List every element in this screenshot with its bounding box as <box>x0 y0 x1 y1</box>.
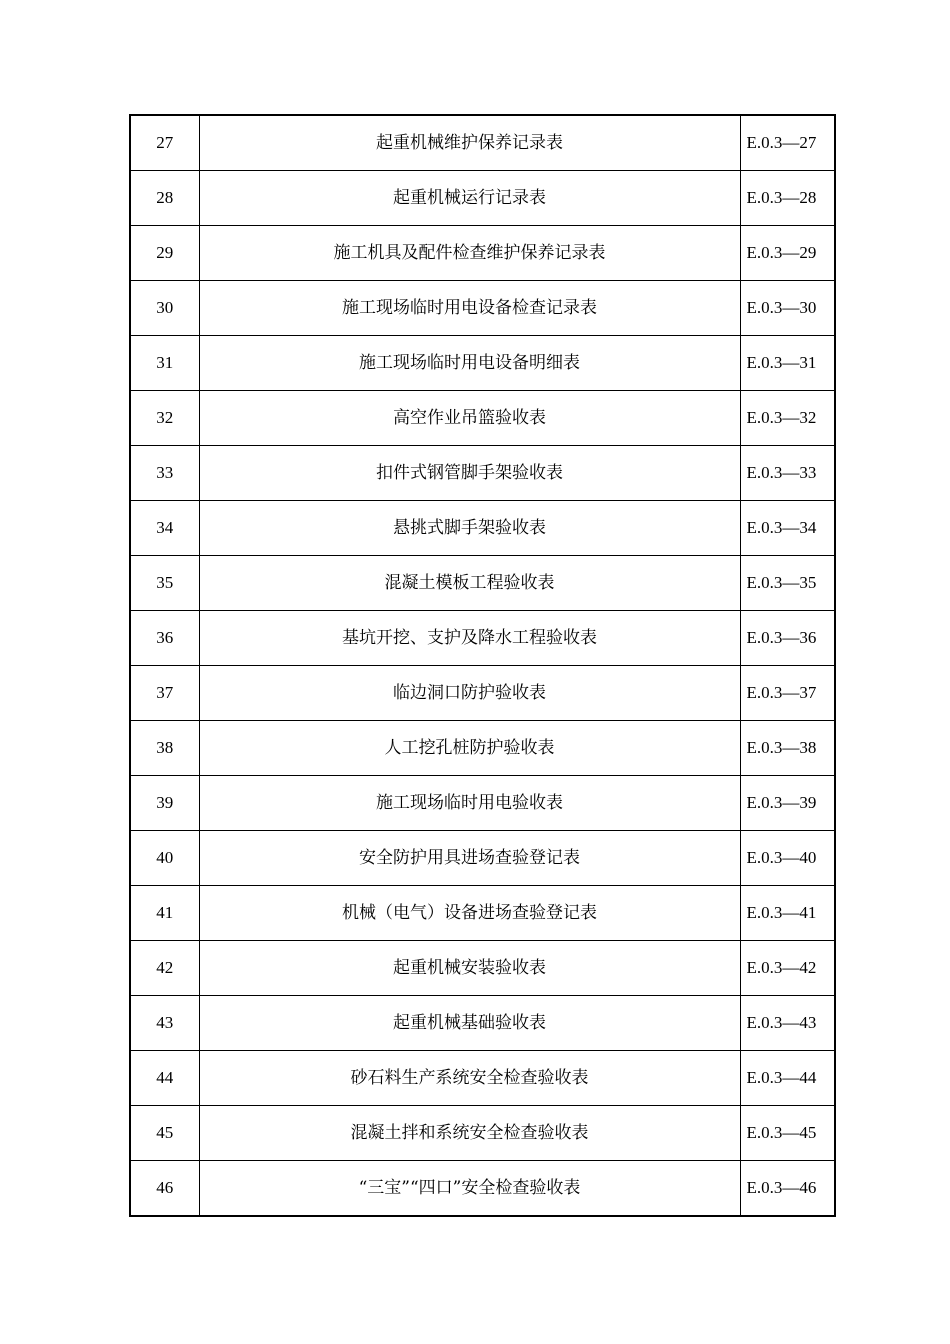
form-name: 起重机械安装验收表 <box>199 941 740 996</box>
form-code: E.0.3—28 <box>740 171 835 226</box>
form-name: 临边洞口防护验收表 <box>199 666 740 721</box>
table-row <box>130 171 835 226</box>
row-number: 42 <box>130 941 199 996</box>
form-code: E.0.3—32 <box>740 391 835 446</box>
form-code: E.0.3—33 <box>740 446 835 501</box>
row-number: 38 <box>130 721 199 776</box>
row-number: 37 <box>130 666 199 721</box>
form-code: E.0.3—44 <box>740 1051 835 1106</box>
table-body <box>130 115 835 1216</box>
form-name: 施工机具及配件检查维护保养记录表 <box>199 226 740 281</box>
form-code: E.0.3—42 <box>740 941 835 996</box>
table-row <box>130 391 835 446</box>
row-number: 33 <box>130 446 199 501</box>
row-number: 39 <box>130 776 199 831</box>
form-name: 起重机械运行记录表 <box>199 171 740 226</box>
form-name: 起重机械维护保养记录表 <box>199 115 740 171</box>
form-name: 人工挖孔桩防护验收表 <box>199 721 740 776</box>
form-name: 高空作业吊篮验收表 <box>199 391 740 446</box>
table-row <box>130 115 835 171</box>
form-name: 混凝土模板工程验收表 <box>199 556 740 611</box>
table-row <box>130 886 835 941</box>
form-name: 混凝土拌和系统安全检查验收表 <box>199 1106 740 1161</box>
form-name: “三宝”“四口”安全检查验收表 <box>199 1161 740 1217</box>
form-code: E.0.3—31 <box>740 336 835 391</box>
table-row <box>130 336 835 391</box>
table-row <box>130 501 835 556</box>
table-row <box>130 556 835 611</box>
form-name: 扣件式钢管脚手架验收表 <box>199 446 740 501</box>
form-code: E.0.3—43 <box>740 996 835 1051</box>
row-number: 45 <box>130 1106 199 1161</box>
form-code: E.0.3—29 <box>740 226 835 281</box>
form-name: 施工现场临时用电设备明细表 <box>199 336 740 391</box>
form-code: E.0.3—41 <box>740 886 835 941</box>
table-row <box>130 721 835 776</box>
row-number: 40 <box>130 831 199 886</box>
form-code: E.0.3—35 <box>740 556 835 611</box>
table-row <box>130 1051 835 1106</box>
table-row <box>130 996 835 1051</box>
form-code: E.0.3—27 <box>740 115 835 171</box>
form-name: 悬挑式脚手架验收表 <box>199 501 740 556</box>
row-number: 31 <box>130 336 199 391</box>
row-number: 28 <box>130 171 199 226</box>
form-name: 起重机械基础验收表 <box>199 996 740 1051</box>
table-row <box>130 776 835 831</box>
form-name: 安全防护用具进场查验登记表 <box>199 831 740 886</box>
row-number: 43 <box>130 996 199 1051</box>
row-number: 32 <box>130 391 199 446</box>
form-name: 砂石料生产系统安全检查验收表 <box>199 1051 740 1106</box>
form-index-table <box>129 114 836 1217</box>
table-row <box>130 941 835 996</box>
form-code: E.0.3—30 <box>740 281 835 336</box>
form-code: E.0.3—36 <box>740 611 835 666</box>
table-row <box>130 611 835 666</box>
row-number: 30 <box>130 281 199 336</box>
form-code: E.0.3—34 <box>740 501 835 556</box>
row-number: 27 <box>130 115 199 171</box>
table-row <box>130 1161 835 1217</box>
row-number: 36 <box>130 611 199 666</box>
form-code: E.0.3—38 <box>740 721 835 776</box>
table-row <box>130 446 835 501</box>
row-number: 35 <box>130 556 199 611</box>
form-code: E.0.3—46 <box>740 1161 835 1217</box>
row-number: 29 <box>130 226 199 281</box>
form-name: 施工现场临时用电设备检查记录表 <box>199 281 740 336</box>
table-row <box>130 1106 835 1161</box>
form-code: E.0.3—39 <box>740 776 835 831</box>
form-code: E.0.3—40 <box>740 831 835 886</box>
table-row <box>130 831 835 886</box>
form-name: 基坑开挖、支护及降水工程验收表 <box>199 611 740 666</box>
form-name: 机械（电气）设备进场查验登记表 <box>199 886 740 941</box>
table-row <box>130 281 835 336</box>
row-number: 41 <box>130 886 199 941</box>
table-row <box>130 226 835 281</box>
form-name: 施工现场临时用电验收表 <box>199 776 740 831</box>
table-row <box>130 666 835 721</box>
row-number: 46 <box>130 1161 199 1217</box>
form-code: E.0.3—37 <box>740 666 835 721</box>
row-number: 34 <box>130 501 199 556</box>
row-number: 44 <box>130 1051 199 1106</box>
form-code: E.0.3—45 <box>740 1106 835 1161</box>
